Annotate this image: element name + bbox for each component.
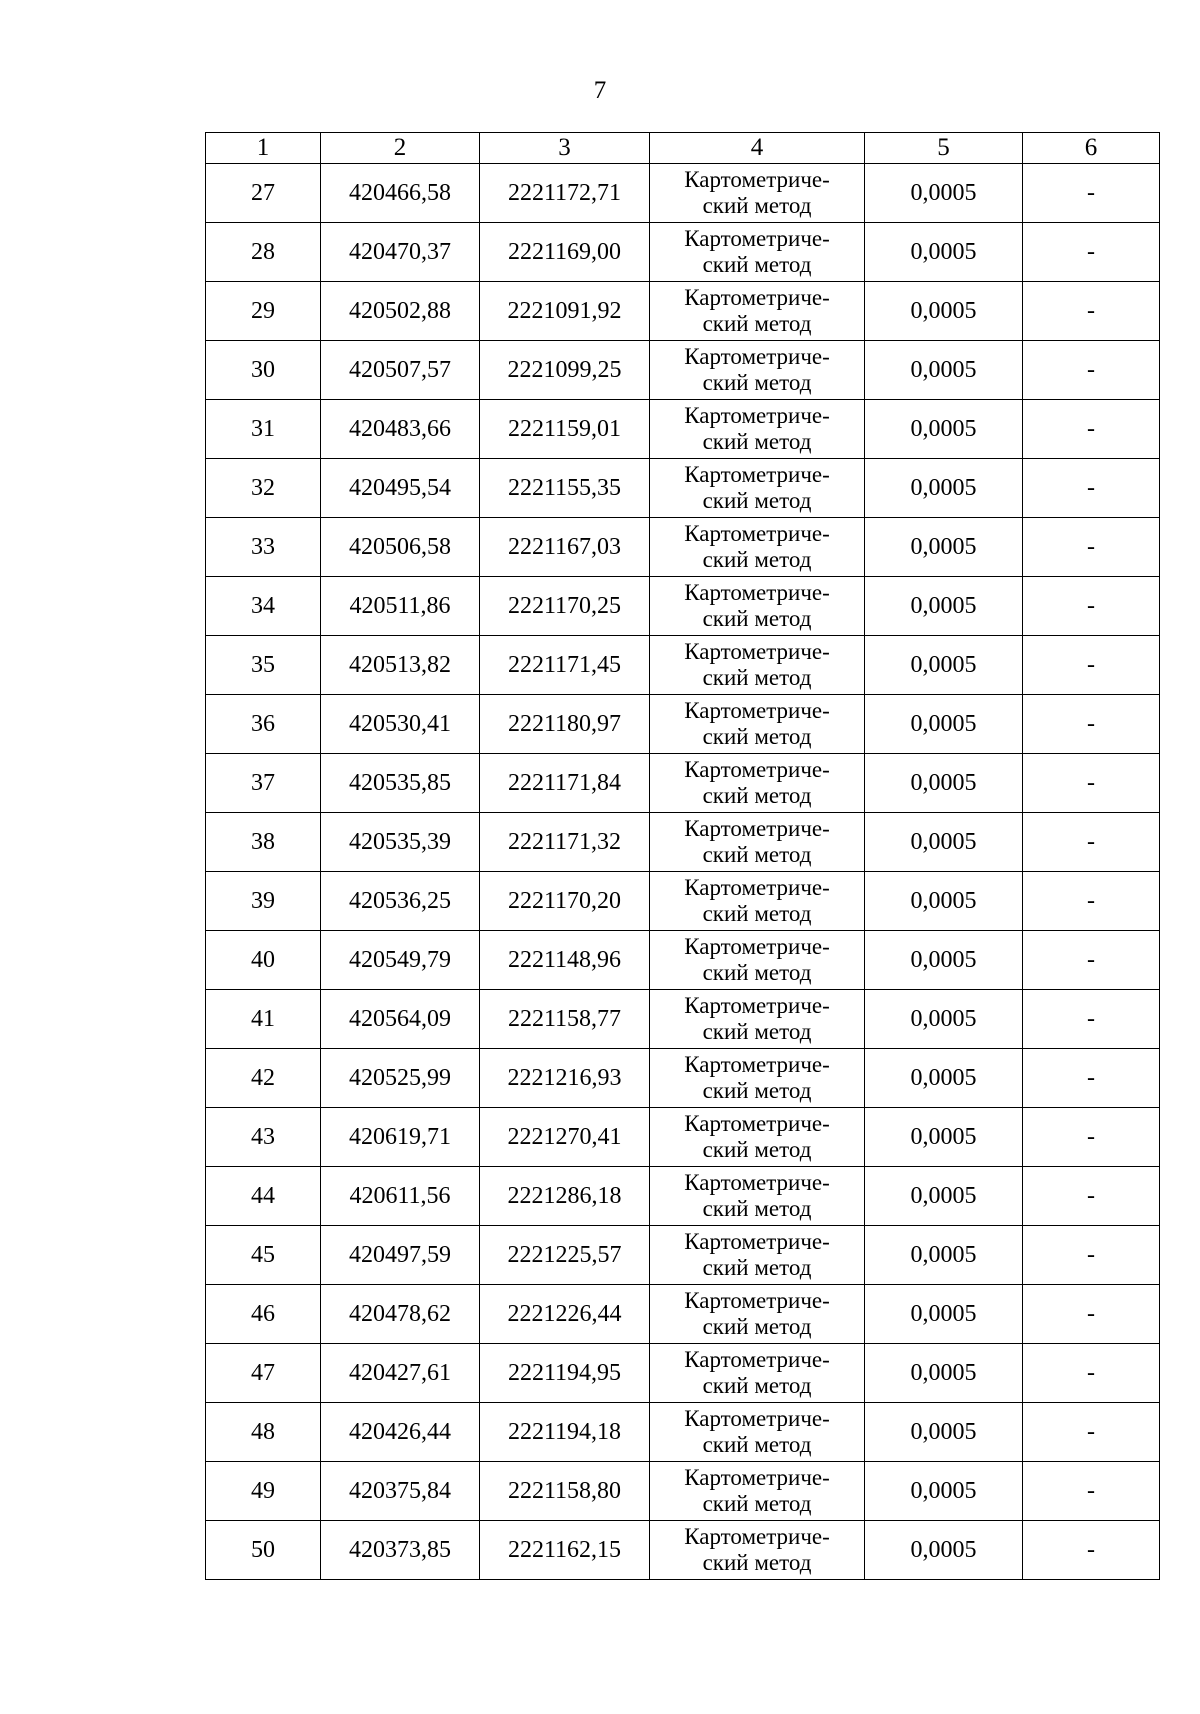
method-cell	[650, 282, 865, 341]
accuracy-cell: 0,0005	[865, 990, 1023, 1049]
note-cell: -	[1023, 1285, 1160, 1344]
page-number: 7	[593, 77, 607, 104]
note-cell: -	[1023, 1403, 1160, 1462]
method-cell	[650, 223, 865, 282]
method-line-1: Картометриче-	[684, 1170, 830, 1195]
accuracy-cell: 0,0005	[865, 1108, 1023, 1167]
table-row	[206, 813, 1160, 872]
accuracy-cell: 0,0005	[865, 577, 1023, 636]
method-line-2: ский метод	[702, 311, 812, 336]
note-cell: -	[1023, 1108, 1160, 1167]
y-coordinate-cell: 2221171,84	[480, 754, 650, 813]
coordinates-table	[205, 132, 1160, 1580]
x-coordinate-cell: 420507,57	[321, 341, 480, 400]
table-row	[206, 1226, 1160, 1285]
x-coordinate-cell: 420525,99	[321, 1049, 480, 1108]
accuracy-cell: 0,0005	[865, 636, 1023, 695]
method-line-1: Картометриче-	[684, 698, 830, 723]
point-number-cell: 35	[206, 636, 321, 695]
x-coordinate-cell: 420535,85	[321, 754, 480, 813]
note-cell: -	[1023, 990, 1160, 1049]
method-line-2: ский метод	[702, 488, 812, 513]
method-line-2: ский метод	[702, 370, 812, 395]
note-cell: -	[1023, 636, 1160, 695]
method-line-2: ский метод	[702, 1314, 812, 1339]
accuracy-cell: 0,0005	[865, 872, 1023, 931]
table-row	[206, 1403, 1160, 1462]
method-line-1: Картометриче-	[684, 580, 830, 605]
point-number-cell: 49	[206, 1462, 321, 1521]
point-number-cell: 50	[206, 1521, 321, 1580]
accuracy-cell: 0,0005	[865, 518, 1023, 577]
method-line-2: ский метод	[702, 193, 812, 218]
method-line-1: Картометриче-	[684, 934, 830, 959]
point-number-cell: 46	[206, 1285, 321, 1344]
method-cell	[650, 990, 865, 1049]
y-coordinate-cell: 2221148,96	[480, 931, 650, 990]
table-row	[206, 577, 1160, 636]
method-cell	[650, 164, 865, 223]
table-row	[206, 990, 1160, 1049]
y-coordinate-cell: 2221158,80	[480, 1462, 650, 1521]
y-coordinate-cell: 2221159,01	[480, 400, 650, 459]
column-header-3: 3	[480, 133, 650, 164]
note-cell: -	[1023, 1226, 1160, 1285]
method-cell	[650, 341, 865, 400]
accuracy-cell: 0,0005	[865, 1285, 1023, 1344]
method-line-2: ский метод	[702, 901, 812, 926]
note-cell: -	[1023, 695, 1160, 754]
note-cell: -	[1023, 931, 1160, 990]
method-line-2: ский метод	[702, 606, 812, 631]
y-coordinate-cell: 2221225,57	[480, 1226, 650, 1285]
point-number-cell: 48	[206, 1403, 321, 1462]
x-coordinate-cell: 420426,44	[321, 1403, 480, 1462]
method-cell	[650, 636, 865, 695]
method-line-2: ский метод	[702, 429, 812, 454]
y-coordinate-cell: 2221167,03	[480, 518, 650, 577]
method-cell	[650, 518, 865, 577]
note-cell: -	[1023, 164, 1160, 223]
note-cell: -	[1023, 1344, 1160, 1403]
method-line-1: Картометриче-	[684, 1347, 830, 1372]
y-coordinate-cell: 2221162,15	[480, 1521, 650, 1580]
y-coordinate-cell: 2221180,97	[480, 695, 650, 754]
accuracy-cell: 0,0005	[865, 223, 1023, 282]
method-line-1: Картометриче-	[684, 993, 830, 1018]
x-coordinate-cell: 420497,59	[321, 1226, 480, 1285]
y-coordinate-cell: 2221169,00	[480, 223, 650, 282]
y-coordinate-cell: 2221172,71	[480, 164, 650, 223]
table-row	[206, 1167, 1160, 1226]
point-number-cell: 41	[206, 990, 321, 1049]
method-cell	[650, 577, 865, 636]
table-row	[206, 695, 1160, 754]
table-row	[206, 282, 1160, 341]
table-row	[206, 1108, 1160, 1167]
x-coordinate-cell: 420619,71	[321, 1108, 480, 1167]
method-line-2: ский метод	[702, 1078, 812, 1103]
x-coordinate-cell: 420530,41	[321, 695, 480, 754]
method-line-2: ский метод	[702, 547, 812, 572]
point-number-cell: 37	[206, 754, 321, 813]
x-coordinate-cell: 420549,79	[321, 931, 480, 990]
method-cell	[650, 1344, 865, 1403]
y-coordinate-cell: 2221270,41	[480, 1108, 650, 1167]
method-line-2: ский метод	[702, 1137, 812, 1162]
x-coordinate-cell: 420513,82	[321, 636, 480, 695]
y-coordinate-cell: 2221226,44	[480, 1285, 650, 1344]
table-row	[206, 1049, 1160, 1108]
method-line-2: ский метод	[702, 252, 812, 277]
note-cell: -	[1023, 518, 1160, 577]
table-row	[206, 1521, 1160, 1580]
point-number-cell: 38	[206, 813, 321, 872]
table-row	[206, 459, 1160, 518]
method-line-2: ский метод	[702, 724, 812, 749]
x-coordinate-cell: 420495,54	[321, 459, 480, 518]
accuracy-cell: 0,0005	[865, 931, 1023, 990]
method-line-2: ский метод	[702, 1491, 812, 1516]
method-line-1: Картометриче-	[684, 639, 830, 664]
y-coordinate-cell: 2221158,77	[480, 990, 650, 1049]
accuracy-cell: 0,0005	[865, 1521, 1023, 1580]
method-line-2: ский метод	[702, 1373, 812, 1398]
column-header-6: 6	[1023, 133, 1160, 164]
method-cell	[650, 931, 865, 990]
accuracy-cell: 0,0005	[865, 282, 1023, 341]
method-line-1: Картометриче-	[684, 1288, 830, 1313]
accuracy-cell: 0,0005	[865, 164, 1023, 223]
method-line-1: Картометриче-	[684, 226, 830, 251]
x-coordinate-cell: 420536,25	[321, 872, 480, 931]
table-row	[206, 1285, 1160, 1344]
y-coordinate-cell: 2221170,20	[480, 872, 650, 931]
method-cell	[650, 1462, 865, 1521]
method-cell	[650, 1226, 865, 1285]
y-coordinate-cell: 2221099,25	[480, 341, 650, 400]
x-coordinate-cell: 420375,84	[321, 1462, 480, 1521]
point-number-cell: 36	[206, 695, 321, 754]
table-row	[206, 872, 1160, 931]
point-number-cell: 42	[206, 1049, 321, 1108]
table-row	[206, 1344, 1160, 1403]
accuracy-cell: 0,0005	[865, 1226, 1023, 1285]
point-number-cell: 27	[206, 164, 321, 223]
method-cell	[650, 695, 865, 754]
method-line-2: ский метод	[702, 783, 812, 808]
header-row	[206, 133, 1160, 164]
note-cell: -	[1023, 282, 1160, 341]
method-line-2: ский метод	[702, 960, 812, 985]
note-cell: -	[1023, 872, 1160, 931]
column-header-4: 4	[650, 133, 865, 164]
column-header-1: 1	[206, 133, 321, 164]
accuracy-cell: 0,0005	[865, 1049, 1023, 1108]
table-row	[206, 400, 1160, 459]
table-row	[206, 754, 1160, 813]
method-cell	[650, 1521, 865, 1580]
x-coordinate-cell: 420478,62	[321, 1285, 480, 1344]
table-row	[206, 164, 1160, 223]
method-line-1: Картометриче-	[684, 1052, 830, 1077]
note-cell: -	[1023, 754, 1160, 813]
point-number-cell: 29	[206, 282, 321, 341]
accuracy-cell: 0,0005	[865, 1344, 1023, 1403]
y-coordinate-cell: 2221091,92	[480, 282, 650, 341]
method-line-1: Картометриче-	[684, 757, 830, 782]
method-cell	[650, 400, 865, 459]
method-cell	[650, 872, 865, 931]
point-number-cell: 30	[206, 341, 321, 400]
note-cell: -	[1023, 577, 1160, 636]
x-coordinate-cell: 420535,39	[321, 813, 480, 872]
method-line-2: ский метод	[702, 1550, 812, 1575]
method-line-2: ский метод	[702, 1019, 812, 1044]
x-coordinate-cell: 420466,58	[321, 164, 480, 223]
table-row	[206, 636, 1160, 695]
method-line-1: Картометриче-	[684, 1229, 830, 1254]
x-coordinate-cell: 420564,09	[321, 990, 480, 1049]
y-coordinate-cell: 2221216,93	[480, 1049, 650, 1108]
method-line-1: Картометриче-	[684, 1406, 830, 1431]
y-coordinate-cell: 2221170,25	[480, 577, 650, 636]
method-cell	[650, 1285, 865, 1344]
table-row	[206, 518, 1160, 577]
note-cell: -	[1023, 1167, 1160, 1226]
method-line-1: Картометриче-	[684, 344, 830, 369]
y-coordinate-cell: 2221155,35	[480, 459, 650, 518]
y-coordinate-cell: 2221194,95	[480, 1344, 650, 1403]
point-number-cell: 40	[206, 931, 321, 990]
x-coordinate-cell: 420611,56	[321, 1167, 480, 1226]
method-cell	[650, 813, 865, 872]
accuracy-cell: 0,0005	[865, 813, 1023, 872]
method-line-1: Картометриче-	[684, 462, 830, 487]
table-body	[206, 164, 1160, 1580]
point-number-cell: 47	[206, 1344, 321, 1403]
x-coordinate-cell: 420470,37	[321, 223, 480, 282]
point-number-cell: 44	[206, 1167, 321, 1226]
note-cell: -	[1023, 223, 1160, 282]
point-number-cell: 31	[206, 400, 321, 459]
point-number-cell: 45	[206, 1226, 321, 1285]
accuracy-cell: 0,0005	[865, 754, 1023, 813]
method-line-2: ский метод	[702, 1432, 812, 1457]
point-number-cell: 39	[206, 872, 321, 931]
y-coordinate-cell: 2221171,32	[480, 813, 650, 872]
note-cell: -	[1023, 459, 1160, 518]
method-cell	[650, 1403, 865, 1462]
note-cell: -	[1023, 1462, 1160, 1521]
table-row	[206, 931, 1160, 990]
x-coordinate-cell: 420511,86	[321, 577, 480, 636]
note-cell: -	[1023, 1521, 1160, 1580]
column-header-2: 2	[321, 133, 480, 164]
x-coordinate-cell: 420506,58	[321, 518, 480, 577]
x-coordinate-cell: 420427,61	[321, 1344, 480, 1403]
note-cell: -	[1023, 813, 1160, 872]
accuracy-cell: 0,0005	[865, 1167, 1023, 1226]
point-number-cell: 32	[206, 459, 321, 518]
y-coordinate-cell: 2221286,18	[480, 1167, 650, 1226]
method-line-1: Картометриче-	[684, 403, 830, 428]
accuracy-cell: 0,0005	[865, 400, 1023, 459]
y-coordinate-cell: 2221194,18	[480, 1403, 650, 1462]
note-cell: -	[1023, 1049, 1160, 1108]
accuracy-cell: 0,0005	[865, 695, 1023, 754]
method-line-2: ский метод	[702, 1255, 812, 1280]
accuracy-cell: 0,0005	[865, 1462, 1023, 1521]
x-coordinate-cell: 420373,85	[321, 1521, 480, 1580]
method-cell	[650, 754, 865, 813]
x-coordinate-cell: 420502,88	[321, 282, 480, 341]
table-row	[206, 341, 1160, 400]
table-row	[206, 1462, 1160, 1521]
column-header-5: 5	[865, 133, 1023, 164]
method-cell	[650, 1108, 865, 1167]
method-line-1: Картометриче-	[684, 521, 830, 546]
note-cell: -	[1023, 400, 1160, 459]
method-line-1: Картометриче-	[684, 167, 830, 192]
point-number-cell: 28	[206, 223, 321, 282]
accuracy-cell: 0,0005	[865, 1403, 1023, 1462]
accuracy-cell: 0,0005	[865, 459, 1023, 518]
note-cell: -	[1023, 341, 1160, 400]
method-line-1: Картометриче-	[684, 1111, 830, 1136]
method-line-1: Картометриче-	[684, 816, 830, 841]
method-line-2: ский метод	[702, 842, 812, 867]
point-number-cell: 43	[206, 1108, 321, 1167]
accuracy-cell: 0,0005	[865, 341, 1023, 400]
method-line-1: Картометриче-	[684, 875, 830, 900]
method-line-2: ский метод	[702, 1196, 812, 1221]
method-line-1: Картометриче-	[684, 1524, 830, 1549]
method-line-1: Картометриче-	[684, 285, 830, 310]
x-coordinate-cell: 420483,66	[321, 400, 480, 459]
y-coordinate-cell: 2221171,45	[480, 636, 650, 695]
table-row	[206, 223, 1160, 282]
point-number-cell: 34	[206, 577, 321, 636]
method-cell	[650, 1049, 865, 1108]
point-number-cell: 33	[206, 518, 321, 577]
method-cell	[650, 1167, 865, 1226]
method-line-2: ский метод	[702, 665, 812, 690]
method-line-1: Картометриче-	[684, 1465, 830, 1490]
method-cell	[650, 459, 865, 518]
